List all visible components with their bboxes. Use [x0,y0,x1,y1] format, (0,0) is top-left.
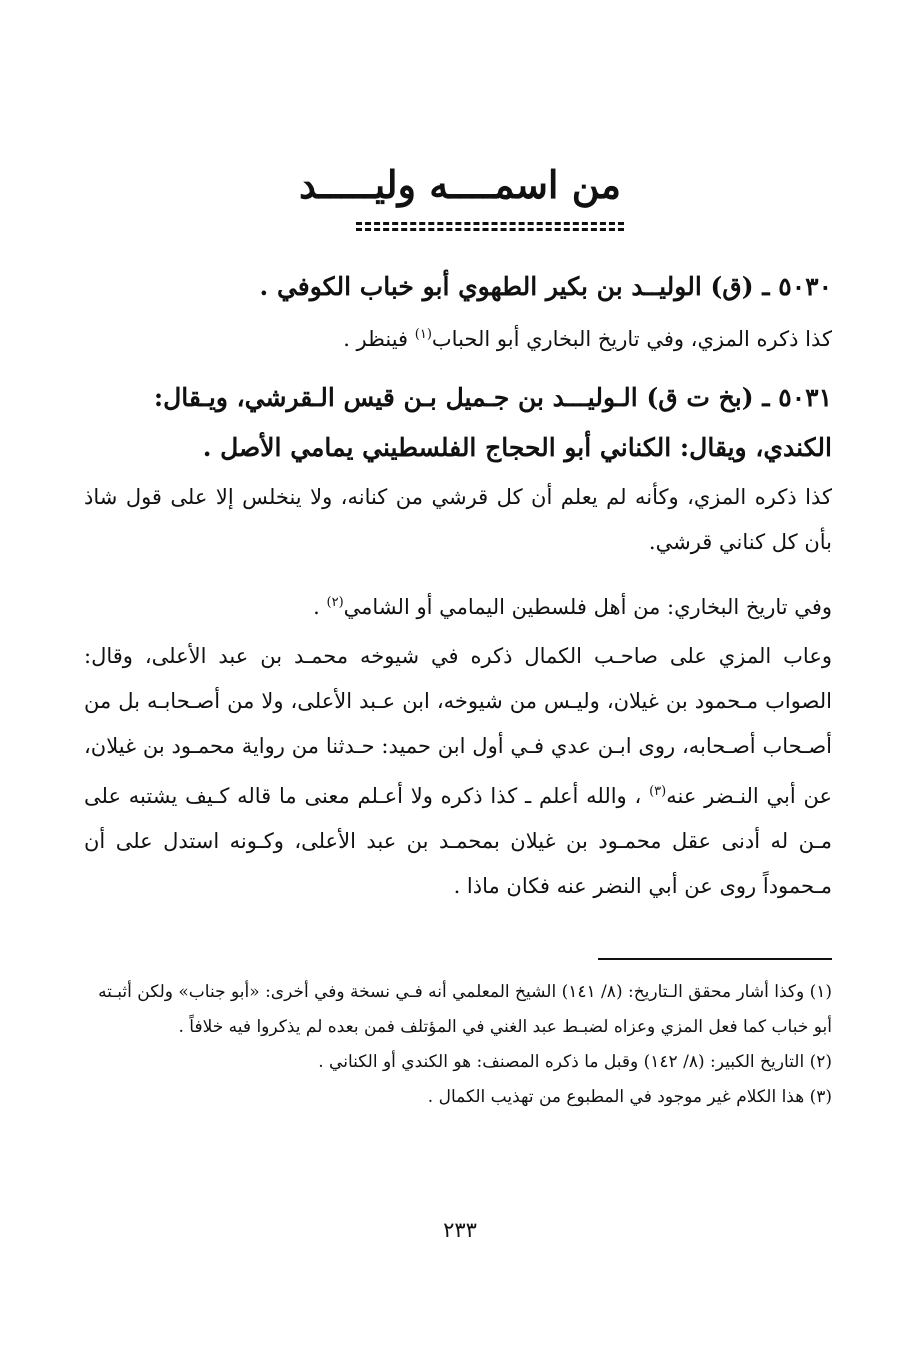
footnote-2: (٢) التاريخ الكبير: (٨/ ١٤٢) وقبل ما ذكره المصنف: هو الكندي أو الكناني . [318,1052,832,1072]
entry-5030-body: كذا ذكره المزي، وفي تاريخ البخاري أبو الحباب [431,327,832,351]
footnote-separator [598,958,832,960]
footnote-ref-3: (٣) [649,784,667,799]
entry-5030-heading: ٥٠٣٠ ـ (ق) الوليــد بن بكير الطهوي أبو خباب الكوفي . [259,272,832,301]
footnote-ref-2: (٢) [326,595,344,610]
entry-5030-text [84,312,832,362]
page-number: ٢٣٣ [443,1218,477,1242]
entry-5031-para-3 [84,634,832,909]
footnote-1: (١) وكذا أشار محقق الـتاريخ: (٨/ ١٤١) الشيخ المعلمي أنه فـي نسخة وفي أخرى: «أبو جناب» ولكن أثبـته أبو خباب كما فعل المزي وعزاه لضبـط عبد الغني في المؤتلف فمن بعده لم يذكروا فيه خلافاً . [98,982,832,1037]
section-title: من اسمــــه وليـــــد [298,162,622,207]
entry-5031-para-2-end: . [313,595,320,619]
entry-5030-body-end: فينظر . [343,327,409,351]
entry-5031-para-1: كذا ذكره المزي، وكأنه لم يعلم أن كل قرشي من كنانه، ولا ينخلس إلا على قول شاذ بأن كل كناني قرشي. [84,485,832,554]
entry-5031-para-2-text: وفي تاريخ البخاري: من أهل فلسطين اليمامي أو الشامي [343,595,832,619]
entry-5031-para-2 [84,580,832,630]
title-underline-2 [356,228,624,231]
footnote-ref-1: (١) [414,327,432,342]
entry-5031-para-3-text-b: ، والله أعلم ـ كذا ذكره ولا أعـلم معنى ما قاله كـيف يشتبه على مـن له أدنى عقل محمـود بن غيلان بمحمـد بن عبد الأعلى، وكـونه استدل على أن مـحموداً روى عن أبي النضر عنه فكان ماذا . [84,784,832,898]
entry-5031-para-3-text-a: وعاب المزي على صاحـب الكمال ذكره في شيوخه محمـد بن عبد الأعلى، وقال: الصواب مـحمود بن غيلان، وليـس من شيوخه، ابن عـبد الأعلى، ولا من أصـحابـه بل من أصـحاب أصـحابه، روى ابـن عدي فـي أول ابن حميد: حـدثنا من رواية محمـود بن غيلان، عن أبي النـضر عنه [84,644,832,808]
footnote-3: (٣) هذا الكلام غير موجود في المطبوع من تهذيب الكمال . [427,1087,832,1107]
entry-5031-heading: ٥٠٣١ ـ (بخ ت ق) الـوليـــد بن جـميل بـن قيس الـقرشي، ويـقال: الكندي، ويقال: الكناني أبو الحجاج الفلسطيني يمامي الأصل . [153,383,832,462]
footnotes [84,975,832,1115]
title-underline [356,222,624,225]
